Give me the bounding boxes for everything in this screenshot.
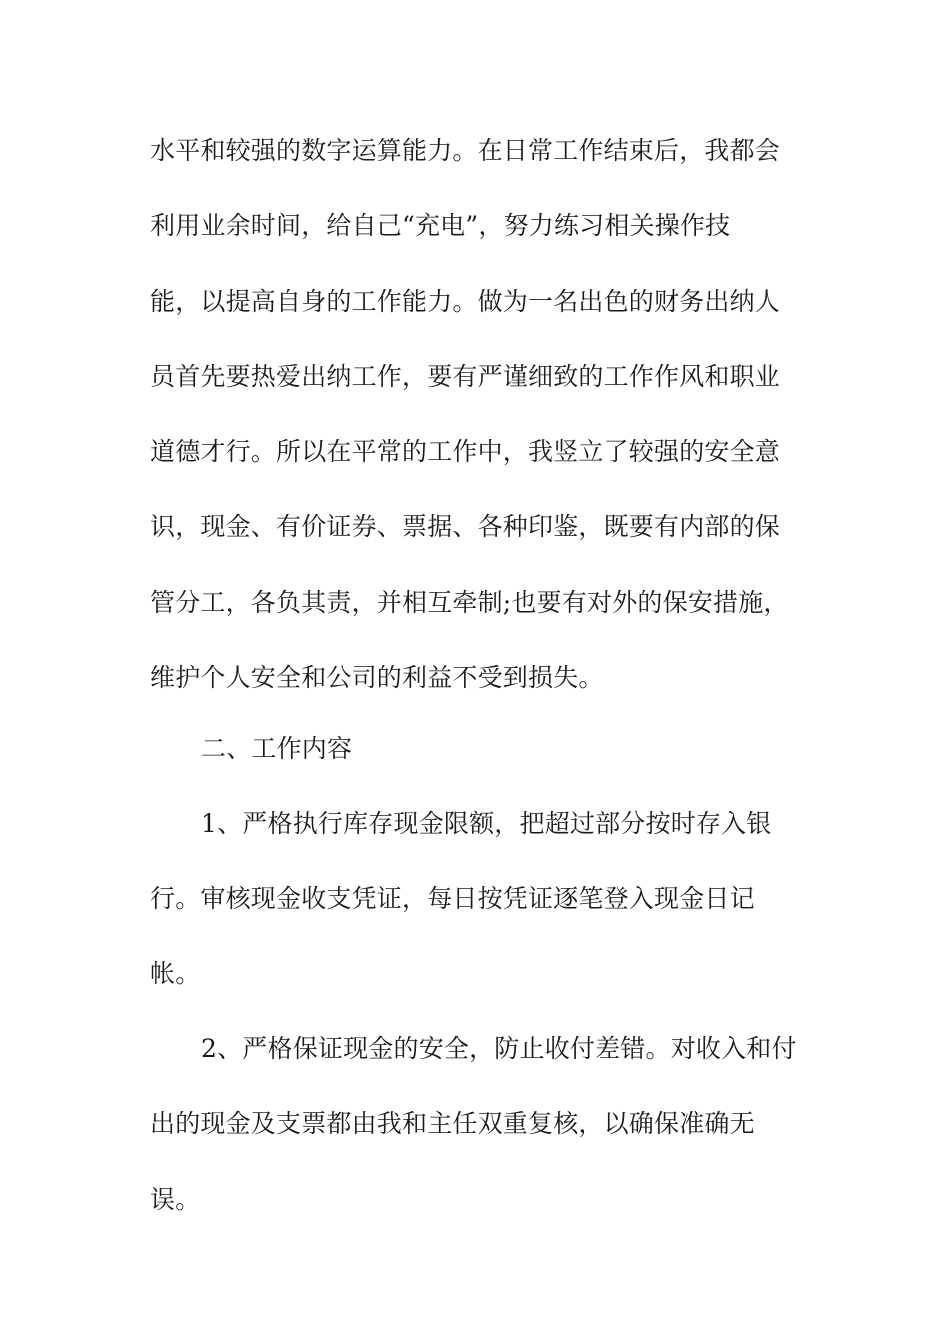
list-item-1-line: 行。审核现金收支凭证，每日按凭证逐笔登入现金日记 bbox=[150, 884, 755, 913]
paragraph-line: 能，以提高自身的工作能力。做为一名出色的财务出纳人 bbox=[150, 287, 781, 316]
paragraph-line: 利用业余时间，给自己“充电”，努力练习相关操作技 bbox=[150, 211, 731, 240]
paragraph-line: 识，现金、有价证券、票据、各种印鉴，既要有内部的保 bbox=[150, 512, 781, 541]
paragraph-line: 管分工，各负其责，并相互牵制;也要有对外的保安措施， bbox=[150, 588, 789, 617]
list-item-2-line: 误。 bbox=[150, 1185, 201, 1214]
list-item-2-line: 出的现金及支票都由我和主任双重复核，以确保准确无 bbox=[150, 1109, 755, 1138]
paragraph-line: 道德才行。所以在平常的工作中，我竖立了较强的安全意 bbox=[150, 437, 781, 466]
paragraph-line: 员首先要热爱出纳工作，要有严谨细致的工作作风和职业 bbox=[150, 362, 781, 391]
list-item-2-line: 2、严格保证现金的安全，防止收付差错。对收入和付 bbox=[201, 1034, 797, 1063]
paragraph-line: 维护个人安全和公司的利益不受到损失。 bbox=[150, 663, 604, 692]
paragraph-line: 水平和较强的数字运算能力。在日常工作结束后，我都会 bbox=[150, 136, 781, 165]
section-heading: 二、工作内容 bbox=[201, 734, 353, 763]
list-item-1-line: 帐。 bbox=[150, 959, 201, 988]
list-item-1-line: 1、严格执行库存现金限额，把超过部分按时存入银 bbox=[201, 809, 772, 838]
